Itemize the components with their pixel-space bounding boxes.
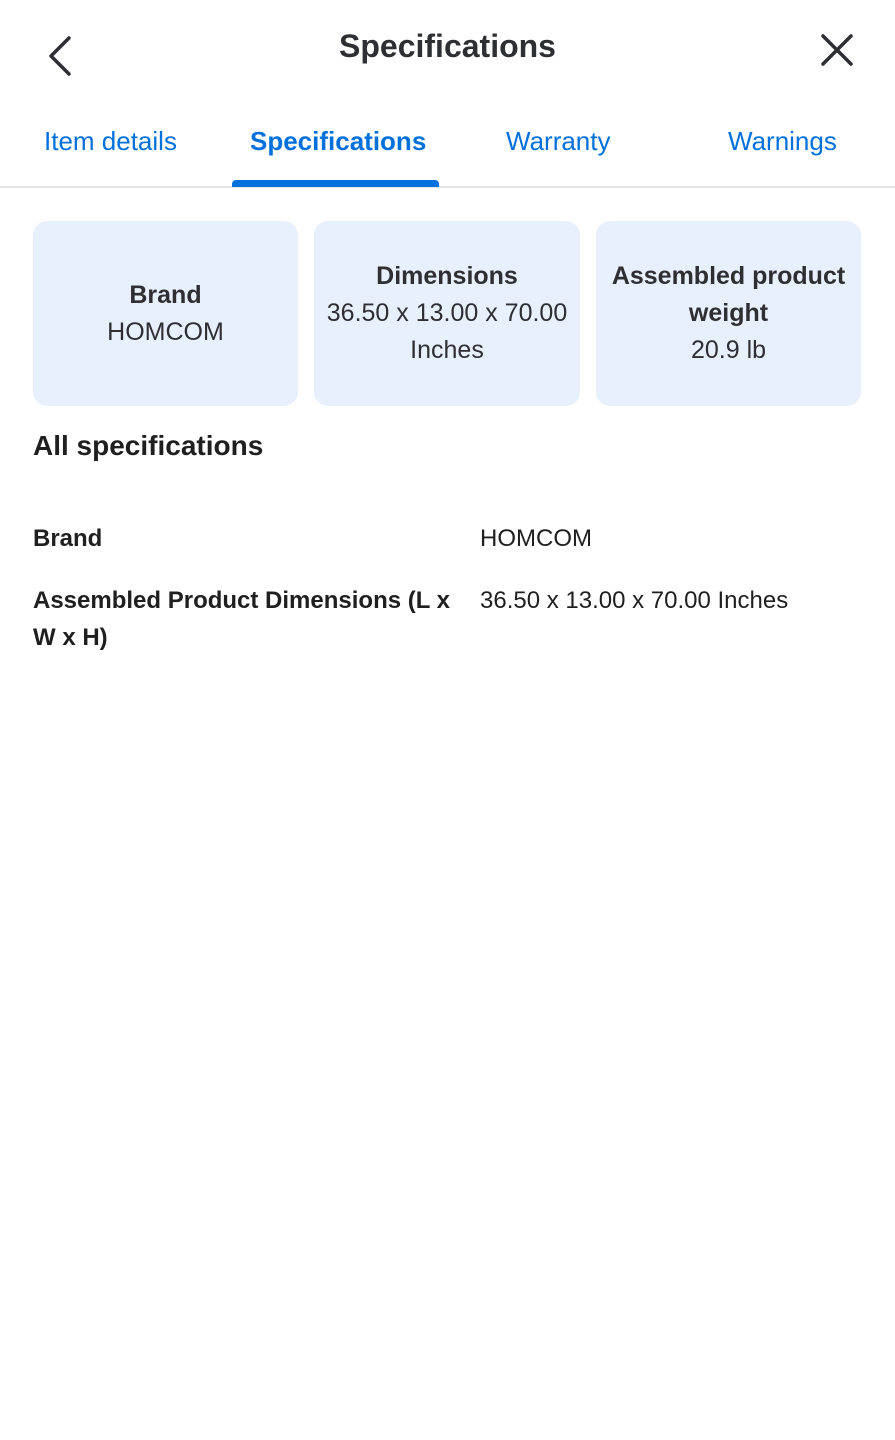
highlight-cards bbox=[33, 221, 861, 406]
spec-key: Brand bbox=[33, 525, 103, 552]
active-tab-indicator bbox=[232, 180, 439, 187]
header bbox=[0, 0, 895, 100]
tab-bar bbox=[0, 108, 895, 188]
spec-key: Assembled Product Dimensions (L x W x H) bbox=[33, 587, 450, 651]
highlight-card-weight bbox=[596, 221, 861, 406]
highlight-value: HOMCOM bbox=[107, 317, 224, 346]
highlight-card-dimensions bbox=[314, 221, 580, 406]
spec-value: 36.50 x 13.00 x 70.00 Inches bbox=[480, 587, 789, 614]
highlight-label: Dimensions bbox=[376, 262, 518, 290]
tab-warranty[interactable]: Warranty bbox=[506, 126, 611, 156]
spec-value: HOMCOM bbox=[480, 525, 592, 552]
highlight-value: 20.9 lb bbox=[690, 336, 767, 364]
page-title: Specifications bbox=[339, 28, 556, 64]
highlight-value: 36.50 x 13.00 x 70.00 Inches bbox=[326, 299, 568, 364]
tab-specifications[interactable]: Specifications bbox=[250, 126, 427, 156]
tab-warnings[interactable]: Warnings bbox=[728, 126, 837, 156]
highlight-label: Assembled product weight bbox=[611, 262, 846, 327]
tab-item-details[interactable]: Item details bbox=[44, 126, 177, 156]
highlight-card-brand bbox=[33, 221, 298, 406]
close-button[interactable] bbox=[809, 22, 865, 78]
highlight-label: Brand bbox=[129, 280, 202, 309]
close-icon bbox=[819, 32, 855, 68]
all-specifications-heading: All specifications bbox=[33, 430, 264, 461]
